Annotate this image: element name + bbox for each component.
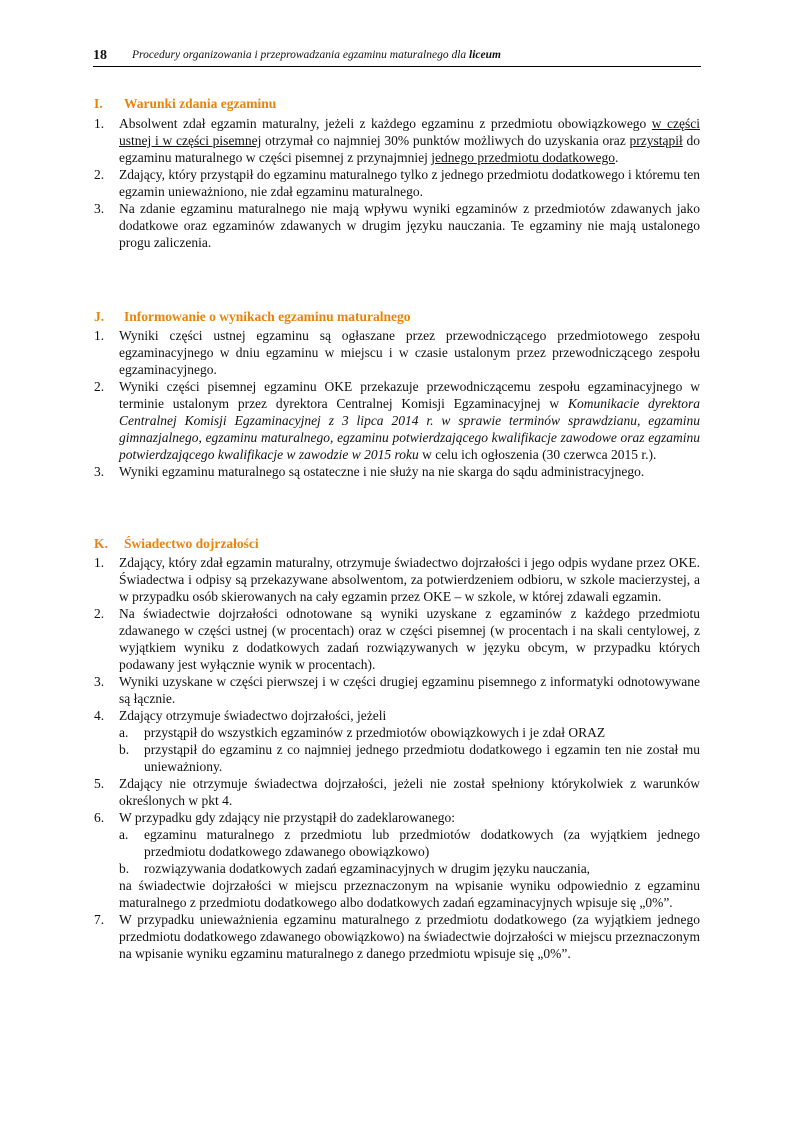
header-title: Procedury organizowania i przeprowadzania egzaminu maturalnego dla liceum xyxy=(132,49,501,61)
list-item: 5. Zdający nie otrzymuje świadectwa dojrzałości, jeżeli nie został spełniony którykolwiek z warunków określonych w pkt 4. xyxy=(94,776,700,808)
section-heading-j: J. Informowanie o wynikach egzaminu maturalnego xyxy=(94,309,411,324)
list-item: 2. Na świadectwie dojrzałości odnotowane są wyniki uzyskane z egzaminów z każdego przedmiotu zdawanego w części ustnej (w procentach) oraz w części pisemnej (w procentach i na skali centylowej, z wyjątkiem wyniku z dodatkowych zadań rozwiązywanych w języku obcym, w przypadku których podawany jest wyłącznie wynik w procentach). xyxy=(94,606,700,672)
sub-item: b. przystąpił do egzaminu z co najmniej jednego przedmiotu dodatkowego i egzamin ten nie został mu unieważniony. xyxy=(119,742,700,774)
sub-item: b. rozwiązywania dodatkowych zadań egzaminacyjnych w drugim języku nauczania, xyxy=(119,861,591,876)
list-item: 3. Wyniki uzyskane w części pierwszej i w części drugiej egzaminu pisemnego z informatyki odnotowywane są łącznie. xyxy=(94,674,700,706)
list-item: 3. Na zdanie egzaminu maturalnego nie mają wpływu wyniki egzaminów z przedmiotów zdawanych jako dodatkowe oraz egzaminów zdawanych w drugim języku nauczania. Te egzaminy nie mają ustalonego progu zaliczenia. xyxy=(94,201,700,250)
list-item-continuation: na świadectwie dojrzałości w miejscu przeznaczonym na wpisanie wyniku odpowiednio z egzaminu maturalnego z przedmiotu dodatkowego albo dodatkowych zadań egzaminacyjnych wpisuje się „0%”. xyxy=(119,878,700,910)
list-item: 7. W przypadku unieważnienia egzaminu maturalnego z przedmiotu dodatkowego (za wyjątkiem jednego przedmiotu dodatkowego zdawanego obowiązkowo) na świadectwie dojrzałości w miejscu przeznaczonym na wpisanie wyniku egzaminu maturalnego z danego przedmiotu wpisuje się „0%”. xyxy=(94,912,700,961)
sub-item: a. egzaminu maturalnego z przedmiotu lub przedmiotów dodatkowych (za wyjątkiem jednego przedmiotu dodatkowego zdawanego obowiązkowo) xyxy=(119,827,700,859)
section-k-list xyxy=(94,554,700,962)
list-item: 6. W przypadku gdy zdający nie przystąpił do zadeklarowanego: a. egzaminu maturalnego z przedmiotu lub przedmiotów dodatkowych (za wyjątkiem jednego przedmiotu dodatkowego zdawanego obowiązkowo) b. rozwiązywania dodatkowych zadań egzaminacyjnych w drugim języku nauczania, na świadectwie dojrzałości w miejscu przeznaczonym na wpisanie wyniku odpowiednio z egzaminu maturalnego z przedmiotu dodatkowego albo dodatkowych zadań egzaminacyjnych wpisuje się „0%”. xyxy=(94,810,700,910)
running-header xyxy=(93,46,701,67)
list-item: 1. Absolwent zdał egzamin maturalny, jeżeli z każdego egzaminu z przedmiotu obowiązkowego w części ustnej i w części pisemnej otrzymał co najmniej 30% punktów możliwych do uzyskania oraz przystąpił do egzaminu maturalnego w części pisemnej z przynajmniej jednego przedmiotu dodatkowego. xyxy=(94,116,701,165)
list-item: 3. Wyniki egzaminu maturalnego są ostateczne i nie służy na nie skarga do sądu administracyjnego. xyxy=(94,464,645,479)
list-item: 4. Zdający otrzymuje świadectwo dojrzałości, jeżeli a. przystąpił do wszystkich egzaminów z przedmiotów obowiązkowych i je zdał ORAZ b. przystąpił do egzaminu z co najmniej jednego przedmiotu dodatkowego i egzamin ten nie został mu unieważniony. xyxy=(94,708,700,774)
list-item: 2. Wyniki części pisemnej egzaminu OKE przekazuje przewodniczącemu zespołu egzaminacyjnego w terminie ustalonym przez dyrektora Centralnej Komisji Egzaminacyjnej w Komunikacie dyrektora Centralnej Komisji Egzaminacyjnej z 3 lipca 2014 r. w sprawie terminów sprawdzianu, egzaminu gimnazjalnego, egzaminu maturalnego, egzaminu potwierdzającego kwalifikacje zawodowe oraz egzaminu potwierdzającego kwalifikacje w zawodzie w 2015 roku w celu ich ogłoszenia (30 czerwca 2015 r.). xyxy=(94,379,700,462)
list-item: 2. Zdający, który przystąpił do egzaminu maturalnego tylko z jednego przedmiotu dodatkowego i któremu ten egzamin unieważniono, nie zdał egzaminu maturalnego. xyxy=(94,167,700,199)
section-heading-i: I. Warunki zdania egzaminu xyxy=(94,96,277,111)
sub-item: a. przystąpił do wszystkich egzaminów z przedmiotów obowiązkowych i je zdał ORAZ xyxy=(119,725,606,740)
list-item: 1. Zdający, który zdał egzamin maturalny, otrzymuje świadectwo dojrzałości i jego odpis wydane przez OKE. Świadectwa i odpisy są przekazywane absolwentom, za potwierdzeniem odbioru, w szkole macierzystej, a w przypadku osób skierowanych na cały egzamin przez OKE – w szkole, w której zdawali egzamin. xyxy=(94,555,700,604)
list-item: 1. Wyniki części ustnej egzaminu są ogłaszane przez przewodniczącego przedmiotowego zespołu egzaminacyjnego w dniu egzaminu w miejscu i w czasie ustalonym przez przewodniczącego zespołu egzaminacyjnego. xyxy=(94,328,700,377)
section-heading-k: K. Świadectwo dojrzałości xyxy=(94,536,259,551)
section-j-list xyxy=(94,327,700,480)
section-i-list xyxy=(94,115,700,251)
page-number: 18 xyxy=(93,48,107,63)
